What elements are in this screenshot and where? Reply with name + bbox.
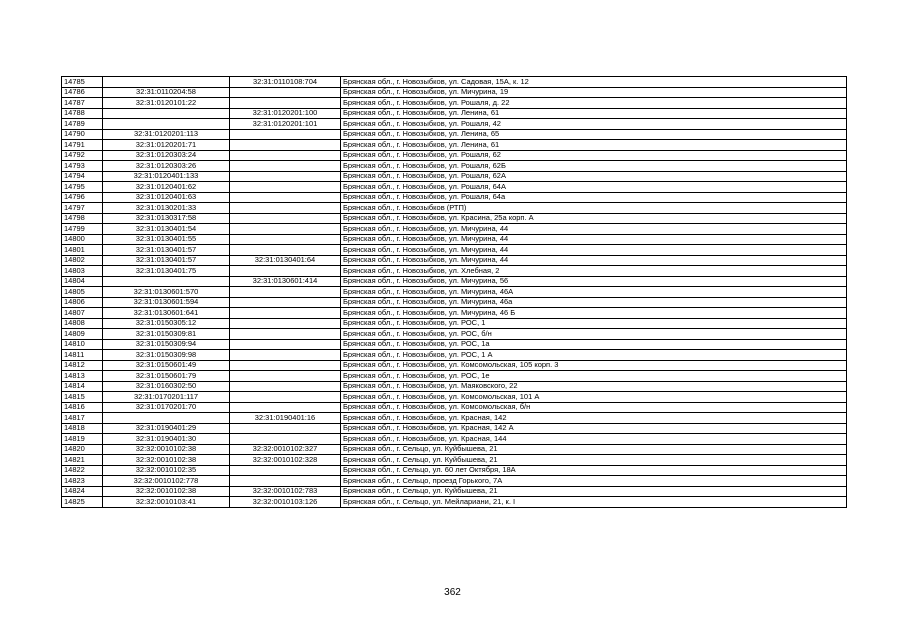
table-row <box>62 119 847 130</box>
cadastral-number-cell: 32:31:0130317:58 <box>103 213 230 224</box>
address-cell: Брянская обл., г. Новозыбков, ул. Рошаля, 62 <box>341 150 847 161</box>
table-row <box>62 486 847 497</box>
row-number-cell: 14822 <box>62 465 103 476</box>
related-cadastral-number-cell <box>230 129 341 140</box>
table-row <box>62 224 847 235</box>
cadastral-number-cell: 32:32:0010102:38 <box>103 455 230 466</box>
related-cadastral-number-cell <box>230 329 341 340</box>
row-number-cell: 14792 <box>62 150 103 161</box>
related-cadastral-number-cell <box>230 182 341 193</box>
related-cadastral-number-cell <box>230 213 341 224</box>
row-number-cell: 14811 <box>62 350 103 361</box>
related-cadastral-number-cell <box>230 171 341 182</box>
table-row <box>62 203 847 214</box>
address-cell: Брянская обл., г. Новозыбков, ул. Садовая, 15А, к. 12 <box>341 77 847 88</box>
cadastral-number-cell: 32:31:0120401:63 <box>103 192 230 203</box>
row-number-cell: 14794 <box>62 171 103 182</box>
related-cadastral-number-cell <box>230 318 341 329</box>
address-cell: Брянская обл., г. Сельцо, проезд Горького, 7А <box>341 476 847 487</box>
address-cell: Брянская обл., г. Новозыбков, ул. РОС, 1а <box>341 339 847 350</box>
table-row <box>62 360 847 371</box>
row-number-cell: 14825 <box>62 497 103 508</box>
table-row <box>62 266 847 277</box>
table-row <box>62 297 847 308</box>
row-number-cell: 14819 <box>62 434 103 445</box>
address-cell: Брянская обл., г. Сельцо, ул. Куйбышева, 21 <box>341 444 847 455</box>
address-cell: Брянская обл., г. Новозыбков, ул. Комсомольская, б/н <box>341 402 847 413</box>
address-cell: Брянская обл., г. Новозыбков, ул. Рошаля, д. 22 <box>341 98 847 109</box>
address-cell: Брянская обл., г. Новозыбков, ул. Ленина, 65 <box>341 129 847 140</box>
table-row <box>62 276 847 287</box>
related-cadastral-number-cell <box>230 297 341 308</box>
cadastral-number-cell: 32:31:0130401:57 <box>103 245 230 256</box>
row-number-cell: 14785 <box>62 77 103 88</box>
cadastral-number-cell: 32:31:0130201:33 <box>103 203 230 214</box>
row-number-cell: 14791 <box>62 140 103 151</box>
cadastral-number-cell: 32:31:0150305:12 <box>103 318 230 329</box>
address-cell: Брянская обл., г. Новозыбков, ул. Ленина, 61 <box>341 108 847 119</box>
cadastral-number-cell: 32:31:0170201:70 <box>103 402 230 413</box>
row-number-cell: 14821 <box>62 455 103 466</box>
row-number-cell: 14815 <box>62 392 103 403</box>
related-cadastral-number-cell <box>230 360 341 371</box>
cadastral-number-cell: 32:32:0010102:38 <box>103 444 230 455</box>
row-number-cell: 14787 <box>62 98 103 109</box>
related-cadastral-number-cell <box>230 402 341 413</box>
cadastral-number-cell: 32:31:0120303:26 <box>103 161 230 172</box>
cadastral-number-cell: 32:31:0190401:30 <box>103 434 230 445</box>
cadastral-number-cell: 32:31:0120201:71 <box>103 140 230 151</box>
related-cadastral-number-cell <box>230 287 341 298</box>
cadastral-number-cell: 32:31:0150601:79 <box>103 371 230 382</box>
address-cell: Брянская обл., г. Новозыбков, ул. Красная, 144 <box>341 434 847 445</box>
table-row <box>62 402 847 413</box>
table-row <box>62 192 847 203</box>
row-number-cell: 14786 <box>62 87 103 98</box>
address-cell: Брянская обл., г. Новозыбков, ул. РОС, 1 <box>341 318 847 329</box>
table-row <box>62 140 847 151</box>
cadastral-number-cell <box>103 413 230 424</box>
table-row <box>62 444 847 455</box>
related-cadastral-number-cell: 32:32:0010102:328 <box>230 455 341 466</box>
table-row <box>62 255 847 266</box>
table-row <box>62 381 847 392</box>
address-cell: Брянская обл., г. Новозыбков, ул. РОС, б/н <box>341 329 847 340</box>
cadastral-number-cell: 32:31:0150309:94 <box>103 339 230 350</box>
related-cadastral-number-cell <box>230 234 341 245</box>
address-cell: Брянская обл., г. Новозыбков, ул. Комсомольская, 105 корп. 3 <box>341 360 847 371</box>
address-cell: Брянская обл., г. Новозыбков, ул. Красная, 142 <box>341 413 847 424</box>
related-cadastral-number-cell <box>230 192 341 203</box>
row-number-cell: 14788 <box>62 108 103 119</box>
cadastral-number-cell: 32:31:0120101:22 <box>103 98 230 109</box>
address-cell: Брянская обл., г. Новозыбков, ул. Мичурина, 44 <box>341 255 847 266</box>
table-row <box>62 392 847 403</box>
row-number-cell: 14793 <box>62 161 103 172</box>
cadastral-number-cell: 32:31:0160302:50 <box>103 381 230 392</box>
table-row <box>62 371 847 382</box>
table-row <box>62 455 847 466</box>
table-row <box>62 129 847 140</box>
related-cadastral-number-cell <box>230 465 341 476</box>
related-cadastral-number-cell <box>230 203 341 214</box>
registry-table-body <box>62 77 847 508</box>
cadastral-number-cell <box>103 119 230 130</box>
cadastral-number-cell <box>103 276 230 287</box>
row-number-cell: 14796 <box>62 192 103 203</box>
table-row <box>62 245 847 256</box>
address-cell: Брянская обл., г. Новозыбков, ул. Мичурина, 44 <box>341 234 847 245</box>
related-cadastral-number-cell <box>230 381 341 392</box>
address-cell: Брянская обл., г. Новозыбков, ул. Рошаля, 62Б <box>341 161 847 172</box>
table-row <box>62 339 847 350</box>
cadastral-number-cell: 32:31:0150601:49 <box>103 360 230 371</box>
related-cadastral-number-cell: 32:32:0010102:783 <box>230 486 341 497</box>
row-number-cell: 14813 <box>62 371 103 382</box>
address-cell: Брянская обл., г. Новозыбков, ул. Мичурина, 44 <box>341 224 847 235</box>
related-cadastral-number-cell: 32:31:0120201:101 <box>230 119 341 130</box>
address-cell: Брянская обл., г. Сельцо, ул. 60 лет Октября, 18А <box>341 465 847 476</box>
row-number-cell: 14790 <box>62 129 103 140</box>
row-number-cell: 14814 <box>62 381 103 392</box>
table-row <box>62 350 847 361</box>
table-row <box>62 476 847 487</box>
cadastral-number-cell <box>103 77 230 88</box>
cadastral-number-cell: 32:32:0010102:38 <box>103 486 230 497</box>
row-number-cell: 14802 <box>62 255 103 266</box>
cadastral-number-cell: 32:31:0120401:133 <box>103 171 230 182</box>
table-row <box>62 287 847 298</box>
table-row <box>62 234 847 245</box>
related-cadastral-number-cell <box>230 150 341 161</box>
address-cell: Брянская обл., г. Новозыбков, ул. Мичурина, 46А <box>341 287 847 298</box>
row-number-cell: 14801 <box>62 245 103 256</box>
address-cell: Брянская обл., г. Сельцо, ул. Мейлариани, 21, к. I <box>341 497 847 508</box>
related-cadastral-number-cell: 32:31:0130401:64 <box>230 255 341 266</box>
address-cell: Брянская обл., г. Новозыбков, ул. Мичурина, 44 <box>341 245 847 256</box>
cadastral-number-cell: 32:31:0120401:62 <box>103 182 230 193</box>
row-number-cell: 14797 <box>62 203 103 214</box>
related-cadastral-number-cell: 32:32:0010102:327 <box>230 444 341 455</box>
row-number-cell: 14804 <box>62 276 103 287</box>
related-cadastral-number-cell <box>230 98 341 109</box>
cadastral-number-cell: 32:31:0130601:594 <box>103 297 230 308</box>
address-cell: Брянская обл., г. Новозыбков, ул. РОС, 1 А <box>341 350 847 361</box>
row-number-cell: 14798 <box>62 213 103 224</box>
address-cell: Брянская обл., г. Новозыбков, ул. Рошаля, 64А <box>341 182 847 193</box>
related-cadastral-number-cell: 32:32:0010103:126 <box>230 497 341 508</box>
table-row <box>62 423 847 434</box>
related-cadastral-number-cell: 32:31:0130601:414 <box>230 276 341 287</box>
related-cadastral-number-cell <box>230 423 341 434</box>
row-number-cell: 14808 <box>62 318 103 329</box>
related-cadastral-number-cell <box>230 392 341 403</box>
cadastral-number-cell: 32:31:0130401:75 <box>103 266 230 277</box>
address-cell: Брянская обл., г. Новозыбков, ул. Хлебная, 2 <box>341 266 847 277</box>
cadastral-number-cell: 32:31:0130601:641 <box>103 308 230 319</box>
address-cell: Брянская обл., г. Новозыбков (РТП) <box>341 203 847 214</box>
cadastral-number-cell: 32:31:0110204:58 <box>103 87 230 98</box>
address-cell: Брянская обл., г. Сельцо, ул. Куйбышева, 21 <box>341 455 847 466</box>
cadastral-number-cell: 32:31:0120303:24 <box>103 150 230 161</box>
cadastral-number-cell: 32:31:0130401:54 <box>103 224 230 235</box>
row-number-cell: 14799 <box>62 224 103 235</box>
table-row <box>62 87 847 98</box>
address-cell: Брянская обл., г. Новозыбков, ул. Рошаля, 64а <box>341 192 847 203</box>
related-cadastral-number-cell: 32:31:0120201:100 <box>230 108 341 119</box>
related-cadastral-number-cell <box>230 245 341 256</box>
row-number-cell: 14789 <box>62 119 103 130</box>
cadastral-number-cell: 32:32:0010102:778 <box>103 476 230 487</box>
cadastral-number-cell: 32:31:0130601:570 <box>103 287 230 298</box>
table-row <box>62 161 847 172</box>
address-cell: Брянская обл., г. Новозыбков, ул. Красная, 142 А <box>341 423 847 434</box>
row-number-cell: 14806 <box>62 297 103 308</box>
related-cadastral-number-cell <box>230 476 341 487</box>
address-cell: Брянская обл., г. Новозыбков, ул. Мичурина, 56 <box>341 276 847 287</box>
table-row <box>62 434 847 445</box>
related-cadastral-number-cell <box>230 140 341 151</box>
related-cadastral-number-cell <box>230 87 341 98</box>
related-cadastral-number-cell <box>230 266 341 277</box>
registry-table <box>61 76 847 508</box>
address-cell: Брянская обл., г. Новозыбков, ул. РОС, 1е <box>341 371 847 382</box>
address-cell: Брянская обл., г. Новозыбков, ул. Мичурина, 19 <box>341 87 847 98</box>
address-cell: Брянская обл., г. Новозыбков, ул. Мичурина, 46а <box>341 297 847 308</box>
row-number-cell: 14810 <box>62 339 103 350</box>
row-number-cell: 14800 <box>62 234 103 245</box>
cadastral-number-cell: 32:31:0150309:98 <box>103 350 230 361</box>
row-number-cell: 14803 <box>62 266 103 277</box>
row-number-cell: 14824 <box>62 486 103 497</box>
table-row <box>62 182 847 193</box>
table-row <box>62 329 847 340</box>
cadastral-number-cell: 32:32:0010103:41 <box>103 497 230 508</box>
related-cadastral-number-cell: 32:31:0110108:704 <box>230 77 341 88</box>
cadastral-number-cell: 32:31:0120201:113 <box>103 129 230 140</box>
row-number-cell: 14816 <box>62 402 103 413</box>
cadastral-number-cell: 32:31:0170201:117 <box>103 392 230 403</box>
cadastral-number-cell: 32:31:0190401:29 <box>103 423 230 434</box>
row-number-cell: 14795 <box>62 182 103 193</box>
address-cell: Брянская обл., г. Новозыбков, ул. Комсомольская, 101 А <box>341 392 847 403</box>
cadastral-number-cell: 32:31:0130401:55 <box>103 234 230 245</box>
address-cell: Брянская обл., г. Сельцо, ул. Куйбышева, 21 <box>341 486 847 497</box>
table-row <box>62 308 847 319</box>
cadastral-number-cell: 32:31:0150309:81 <box>103 329 230 340</box>
related-cadastral-number-cell <box>230 371 341 382</box>
related-cadastral-number-cell <box>230 339 341 350</box>
cadastral-number-cell: 32:32:0010102:35 <box>103 465 230 476</box>
row-number-cell: 14809 <box>62 329 103 340</box>
related-cadastral-number-cell: 32:31:0190401:16 <box>230 413 341 424</box>
address-cell: Брянская обл., г. Новозыбков, ул. Ленина, 61 <box>341 140 847 151</box>
table-row <box>62 171 847 182</box>
table-row <box>62 213 847 224</box>
table-row <box>62 318 847 329</box>
related-cadastral-number-cell <box>230 350 341 361</box>
address-cell: Брянская обл., г. Новозыбков, ул. Рошаля, 42 <box>341 119 847 130</box>
row-number-cell: 14823 <box>62 476 103 487</box>
row-number-cell: 14807 <box>62 308 103 319</box>
address-cell: Брянская обл., г. Новозыбков, ул. Красина, 25а корп. А <box>341 213 847 224</box>
table-row <box>62 108 847 119</box>
address-cell: Брянская обл., г. Новозыбков, ул. Рошаля, 62А <box>341 171 847 182</box>
address-cell: Брянская обл., г. Новозыбков, ул. Мичурина, 46 Б <box>341 308 847 319</box>
cadastral-number-cell <box>103 108 230 119</box>
table-row <box>62 465 847 476</box>
table-row <box>62 413 847 424</box>
page-number: 362 <box>444 587 461 598</box>
table-row <box>62 497 847 508</box>
row-number-cell: 14817 <box>62 413 103 424</box>
table-row <box>62 77 847 88</box>
row-number-cell: 14805 <box>62 287 103 298</box>
row-number-cell: 14812 <box>62 360 103 371</box>
address-cell: Брянская обл., г. Новозыбков, ул. Маяковского, 22 <box>341 381 847 392</box>
row-number-cell: 14818 <box>62 423 103 434</box>
related-cadastral-number-cell <box>230 308 341 319</box>
cadastral-number-cell: 32:31:0130401:57 <box>103 255 230 266</box>
table-row <box>62 150 847 161</box>
row-number-cell: 14820 <box>62 444 103 455</box>
related-cadastral-number-cell <box>230 224 341 235</box>
related-cadastral-number-cell <box>230 434 341 445</box>
related-cadastral-number-cell <box>230 161 341 172</box>
table-row <box>62 98 847 109</box>
